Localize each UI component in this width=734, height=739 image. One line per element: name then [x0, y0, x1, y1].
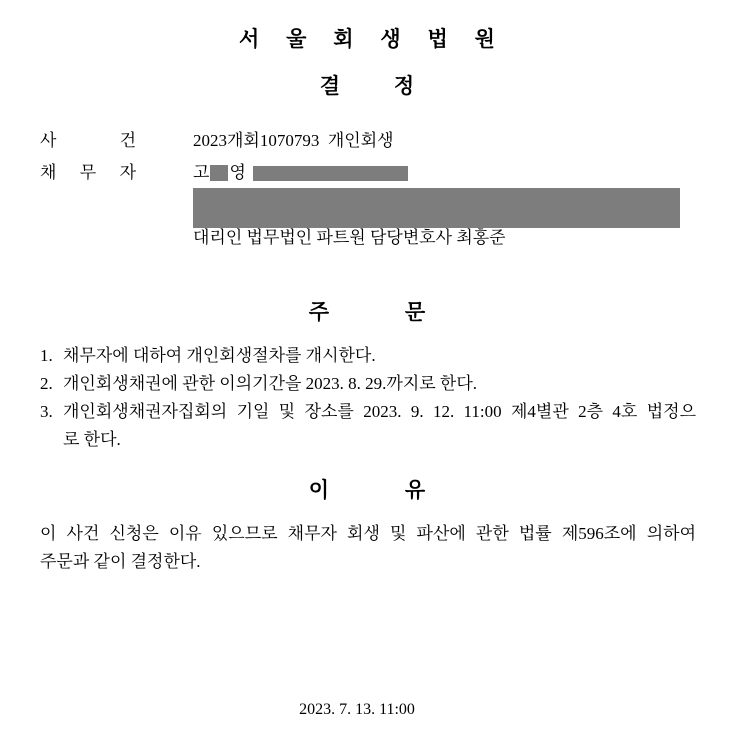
order-item-number: 2. [40, 374, 53, 393]
reason-text-line-1: 이 사건 신청은 이유 있으므로 채무자 회생 및 파산에 관한 법률 제596조에 의하여 [40, 524, 696, 543]
redaction-box-address [193, 188, 680, 228]
decision-datetime: 2023. 7. 13. 11:00 [299, 701, 415, 718]
court-name-title: 서 울 회 생 법 원 [239, 28, 495, 51]
redaction-box-name-middle [210, 165, 228, 181]
debtor-name-part: 영 [229, 163, 246, 182]
order-item-2 [40, 372, 696, 396]
order-item-3-continuation: 로 한다. [63, 430, 121, 449]
order-item-text: 개인회생채권에 관한 이의기간을 2023. 8. 29.까지로 한다. [63, 374, 478, 393]
redaction-box-name-detail [253, 166, 408, 181]
order-item-number: 1. [40, 346, 53, 365]
reason-text-line-2: 주문과 같이 결정한다. [40, 552, 201, 571]
case-number-label: 사 건 [40, 131, 136, 150]
debtor-name-part: 고 [193, 163, 210, 182]
document-type-title: 결 정 [319, 75, 415, 98]
order-item-1 [40, 344, 696, 368]
attorney-line: 대리인 법무법인 파트원 담당변호사 최홍준 [193, 228, 506, 247]
case-number-value: 2023개회1070793 개인회생 [193, 131, 394, 150]
debtor-label: 채 무 자 [40, 163, 136, 182]
order-item-3 [40, 400, 696, 424]
order-section-heading: 주 문 [308, 301, 426, 324]
order-item-text: 개인회생채권자집회의 기일 및 장소를 2023. 9. 12. 11:00 제4별관 2층 4호 법정으 [63, 402, 696, 421]
debtor-name-line [193, 161, 408, 185]
order-item-text: 채무자에 대하여 개인회생절차를 개시한다. [63, 346, 376, 365]
order-item-number: 3. [40, 402, 53, 421]
reason-section-heading: 이 유 [308, 479, 426, 502]
